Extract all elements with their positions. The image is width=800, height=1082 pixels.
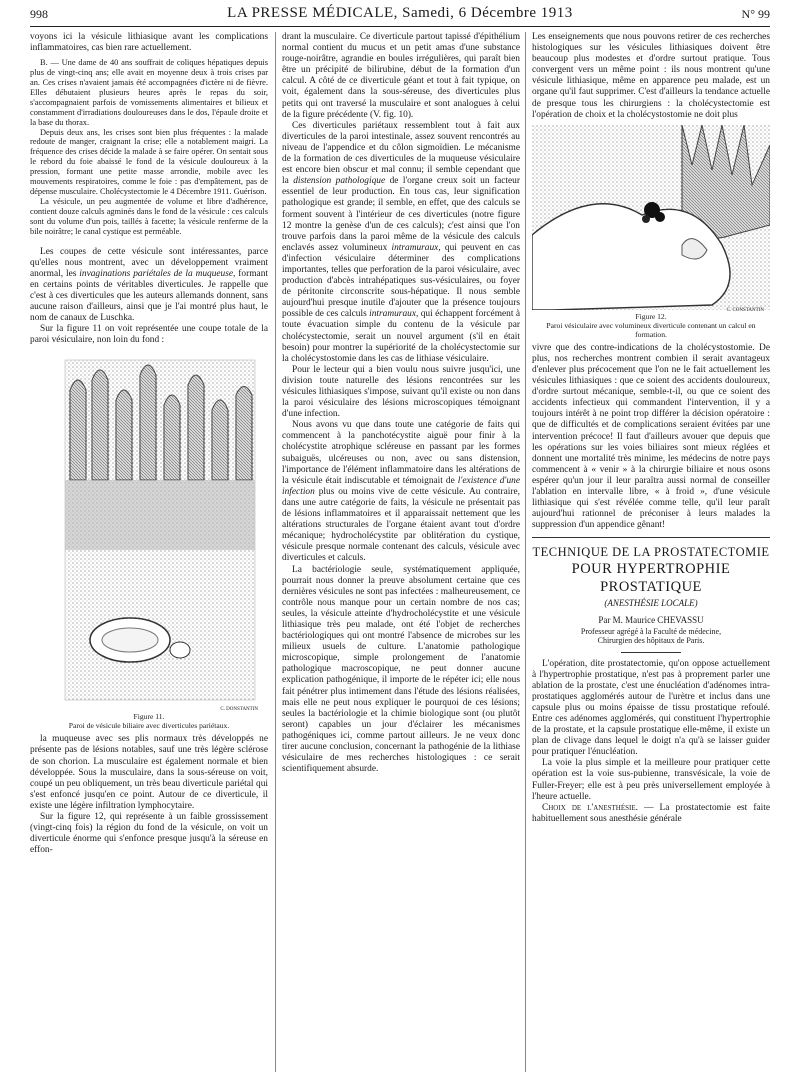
figure-caption-text: Paroi de vésicule biliaire avec diverticules pariétaux.	[68, 721, 230, 731]
paragraph: Pour le lecteur qui a bien voulu nous suivre jusqu'ici, une division toute naturelle des lésions rencontrées sur les vésicules lithiasiques s'impose, suivant qu'il existe ou non dans la paroi vésiculaire des lésions microscopiques témoignant d'une infection.	[282, 364, 520, 420]
case-paragraph: La vésicule, un peu augmentée de volume et libre d'adhérence, contient douze calculs agminés dans le fond de la vésicule : ces calculs sont du volume d'un pois, taillés à facette; la vésicule renferme de la bile noirâtre; le canal cystique est perméable.	[30, 196, 268, 236]
paragraph: Sur la figure 11 on voit représentée une coupe totale de la paroi vésiculaire, non loin du fond :	[30, 324, 268, 346]
author-affiliation: Chirurgien des hôpitaux de Paris.	[597, 636, 705, 646]
artist-signature: C. DONSTANTIN	[220, 707, 258, 713]
column-divider	[275, 32, 276, 1072]
paragraph: voyons ici la vésicule lithiasique avant les complications inflammatoires, cas bien rare actuellement.	[30, 32, 268, 54]
paragraph: Sur la figure 12, qui représente à un faible grossissement (vingt-cinq fois) la région du fond de la vésicule, on voit un diverticule énorme qui s'enfonce presque jusqu'à la séreuse en effon-	[30, 812, 268, 856]
figure-11	[30, 350, 268, 730]
column-1	[30, 32, 268, 856]
figure-number: Figure 12.	[635, 311, 667, 321]
case-paragraph: Depuis deux ans, les crises sont bien plus fréquentes : la malade redoute de manger, craignant la crise; elle a notablement maigri. La fréquence des crises décide la malade à se faire opérer. On sentait sous le rebord du foie abaissé le fond de la vésicule douloureux à la pression, formant une petite masse arrondie, mobile avec les mouvements respiratoires, comme le foie : pas d'empâtement, pas de dépense musculaire. Cholécystectomie le 4 Décembre 1911. Guérison.	[30, 127, 268, 196]
histology-illustration	[532, 125, 770, 310]
paragraph: Les enseignements que nous pouvons retirer de ces recherches histologiques sur les vésicules lithiasiques doivent être beaucoup plus modestes et d'ordre surtout pratique. Tous convergent vers un même point : ils nous montrent qu'une vésicule lithiasique, même en apparence peu malade, est un organe qu'il faut supprimer. C'est d'ailleurs la tendance actuelle de presque tous les chirurgiens : la cholécystectomie est l'opération de choix et la cholécystostomie ne doit plus	[532, 32, 770, 120]
column-2	[282, 32, 520, 775]
author-affiliation: Professeur agrégé à la Faculté de médecine,	[580, 626, 722, 636]
histology-illustration	[60, 350, 260, 710]
page-number: 998	[30, 7, 48, 21]
issue-number: N° 99	[741, 7, 770, 21]
section-divider	[532, 537, 770, 538]
paragraph: Les coupes de cette vésicule sont intéressantes, parce qu'elles nous montrent, avec un développement vraiment anormal, les invaginations pariétales de la muqueuse, formant en certains points de véritables diverticules. Je rappelle que c'est à ces diverticules que les auteurs allemands donnent, sans aucune raison d'ailleurs, ainsi que je l'ai montré plus haut, le nom de canaux de Luschka.	[30, 246, 268, 324]
column-divider	[525, 32, 526, 1072]
paragraph: L'opération, dite prostatectomie, qu'on oppose actuellement à l'hypertrophie prostatique, n'est pas à proprement parler une ablation de la prostate, c'est une énucléation d'adénomes intra-prostatiques agglomérés autour de l'urètre et inclus dans une capsule plus ou moins épaisse de tissu prostatique refoulé. Entre ces adénomes agglomérés, qui constituent l'hypertrophie de la prostate, et la capsule prostatique elle-même, il existe un plan de clivage dans lequel le doigt n'a qu'à se laisser guider pour pratiquer l'énucléation.	[532, 658, 770, 758]
article-subtitle: (ANESTHÉSIE LOCALE)	[604, 598, 698, 609]
paragraph: La bactériologie seule, systématiquement appliquée, pourrait nous donner la preuve absolument certaine que ces dernières vésicules ne sont pas infectées : malheureusement, ce contrôle nous manque pour un certain nombre de nos cas; seules, la vésicule atteinte d'hydrocholécystite et une vésicule lithiasique très peu malade, ont été l'objet de recherches bactériologiques qui ont montré l'absence de microbes sur les milieux usuels de culture. L'anatomie pathologique microscopique, simple prolongement de l'anatomie pathologique macroscopique, ne peut donner aucune explication pathogénique, il importe de le répéter ici; elle nous fait pénétrer plus intimement dans l'étude des lésions réalisées, mais elle ne peut nous expliquer le pourquoi de ces lésions; seules la bactériologie et la chimie biologique sont (ou plutôt seront) capables un jour d'éclairer les mécanismes pathogéniques ici, comme partout ailleurs. Je ne veux donc tirer aucune conclusion, concernant la pathogénie de la lithiase vésiculaire de mes recherches histologiques : ce serait scientifiquement absurde.	[282, 564, 520, 775]
figure-12	[532, 125, 770, 339]
case-paragraph: B. — Une dame de 40 ans souffrait de coliques hépatiques depuis plus de vingt-cinq ans; elle avait en moyenne deux à trois crises par an. Ces crises n'avaient jamais été accompagnées d'ictère ni de fièvre. Elles débutaient plusieurs heures après le repas du soir, s'accompagnaient parfois de vomissements alimentaires et bilieux et constamment d'irradiations douloureuses dans le dos, l'épaule droite et la base du thorax.	[30, 58, 268, 127]
paragraph: La voie la plus simple et la meilleure pour pratiquer cette opération est la voie sus-pubienne, transvésicale, la voie de Fuller-Freyer; elle est à peu près universellement employée à l'heure actuelle.	[532, 758, 770, 802]
paragraph: la muqueuse avec ses plis normaux très développés ne présente pas de lésions notables, sauf une très légère sclérose de son chorion. La musculaire est également normale et bien développée. Sous la musculaire, dans la sous-séreuse on voit, coupé un peu obliquement, un très beau diverticule pariétal qui s'est enfoncé jusqu'en ce point. Autour de ce diverticule, il existe une légère infiltration lymphocytaire.	[30, 734, 268, 811]
journal-title: LA PRESSE MÉDICALE, Samedi, 6 Décembre 1913	[227, 5, 573, 21]
paragraph: drant la musculaire. Ce diverticule partout tapissé d'épithélium normal contient du mucus et un petit amas d'une substance rouge-noirâtre, agrandie en boules irrégulières, qui paraît bien être un précipité de bilirubine, début de la formation d'un calcul. A côté de ce diverticule géant et tout à fait typique, on voit, également dans la sous-séreuse, des diverticules plus petits qui ont traversé la musculaire et sont analogues à celui de la figure précédente (V. fig. 10).	[282, 32, 520, 120]
figure-caption-text: Paroi vésiculaire avec volumineux diverticule contenant un calcul en formation.	[546, 320, 756, 339]
page-header	[30, 4, 770, 27]
paragraph: Nous avons vu que dans toute une catégorie de faits qui commencent à la panchotécystite aiguë pour finir à la cholécystite atrophique scléreuse en passant par les formes subaiguës, ulcéreuses ou non, avec ou sans distension, l'importance de l'élément inflammatoire dans les altérations de la vésicule était indiscutable et témoignait de l'existence d'une infection plus ou moins vive de cette vésicule. Au contraire, dans une autre catégorie de faits, la vésicule ne présentait pas de lésions inflammatoires et il apparaissait nettement que les altérations structurales de l'organe étaient avant tout d'ordre mécanique; hydrocholécystite par oblitération du cystique, vésicule presque normale contenant des calculs, vésicule avec diverticules et calculs.	[282, 420, 520, 564]
article-title: POUR HYPERTROPHIE PROSTATIQUE	[571, 561, 731, 596]
figure-number: Figure 11.	[133, 712, 165, 722]
paragraph: Choix de l'anesthésie. — La prostatectomie est faite habituellement sous anesthésie générale	[532, 802, 770, 824]
author-byline: Par M. Maurice CHEVASSU	[598, 615, 704, 626]
artist-signature: C. CONSTANTIN	[726, 307, 764, 313]
column-3	[532, 32, 770, 825]
paragraph: Ces diverticules pariétaux ressemblent tout à fait aux diverticules de la paroi intestinale, assez souvent rencontrés au niveau de l'appendice et du côlon sigmoïdien. Le mécanisme de la formation de ces diverticules de la muqueuse vésiculaire est encore bien obscur et mal connu; il semble cependant que la distension pathologique de l'organe creux soit un facteur essentiel de leur production. En tous cas, leur signification pathologique est grande; il semble, en effet, que des calculs se forment souvent à l'intérieur de ces diverticules (notre figure 12 montre la genèse d'un de ces calculs); c'est ainsi que l'on trouve parfois dans la paroi même de la vésicule des calculs enclavés assez volumineux intramuraux, qui peuvent en cas d'infection vésiculaire déterminer des complications importantes, telles que perforation de la paroi vésiculaire, avec production d'abcès intrahépatiques sus-vésiculaires, ou foyer de péritonite circonscrite sous-hépatique. Il nous semble aujourd'hui presque inutile d'ajouter que la présence toujours possible de ces calculs intramuraux, qui échappent forcément à toute évacuation simple du contenu de la vésicule par cholécystectomie, serait un nouvel argument (s'il en était besoin) pour montrer la supériorité de la cholécystectomie sur la cholécystostomie dans les cas de lithiase vésiculaire.	[282, 120, 520, 364]
article-title: TECHNIQUE DE LA PROSTATECTOMIE	[532, 545, 770, 560]
short-divider	[621, 652, 681, 653]
paragraph: vivre que des contre-indications de la cholécystostomie. De plus, nos recherches montrent combien il serait avantageux d'enlever plus précocement que l'on ne le fait actuellement les vésicules lithiasiques : que ce soient des accidents douloureux, d'ordre surtout mécanique, semble-t-il, ou que ce soient des accidents infectieux qui commandent l'intervention, il y a toujours intérêt à ne point trop différer la décision opératoire : que de difficultés et de complications seraient évitées par une intervention précoce! Il faut d'ailleurs avouer que depuis que les opérations sur les voies biliaires sont mieux réglées et donnent une mortalité très minime, les médecins de notre pays commencent à « venir » à la chirurgie biliaire et nous osons espérer qu'un jour il leur paraîtra aussi normal de conseiller l'ablation en intervalle libre, « à froid », d'une vésicule lithiasique qui s'est révélée comme telle, qu'il leur paraît aujourd'hui rationnel de préconiser à leurs malades la suppression d'un appendice gênant!	[532, 342, 770, 531]
